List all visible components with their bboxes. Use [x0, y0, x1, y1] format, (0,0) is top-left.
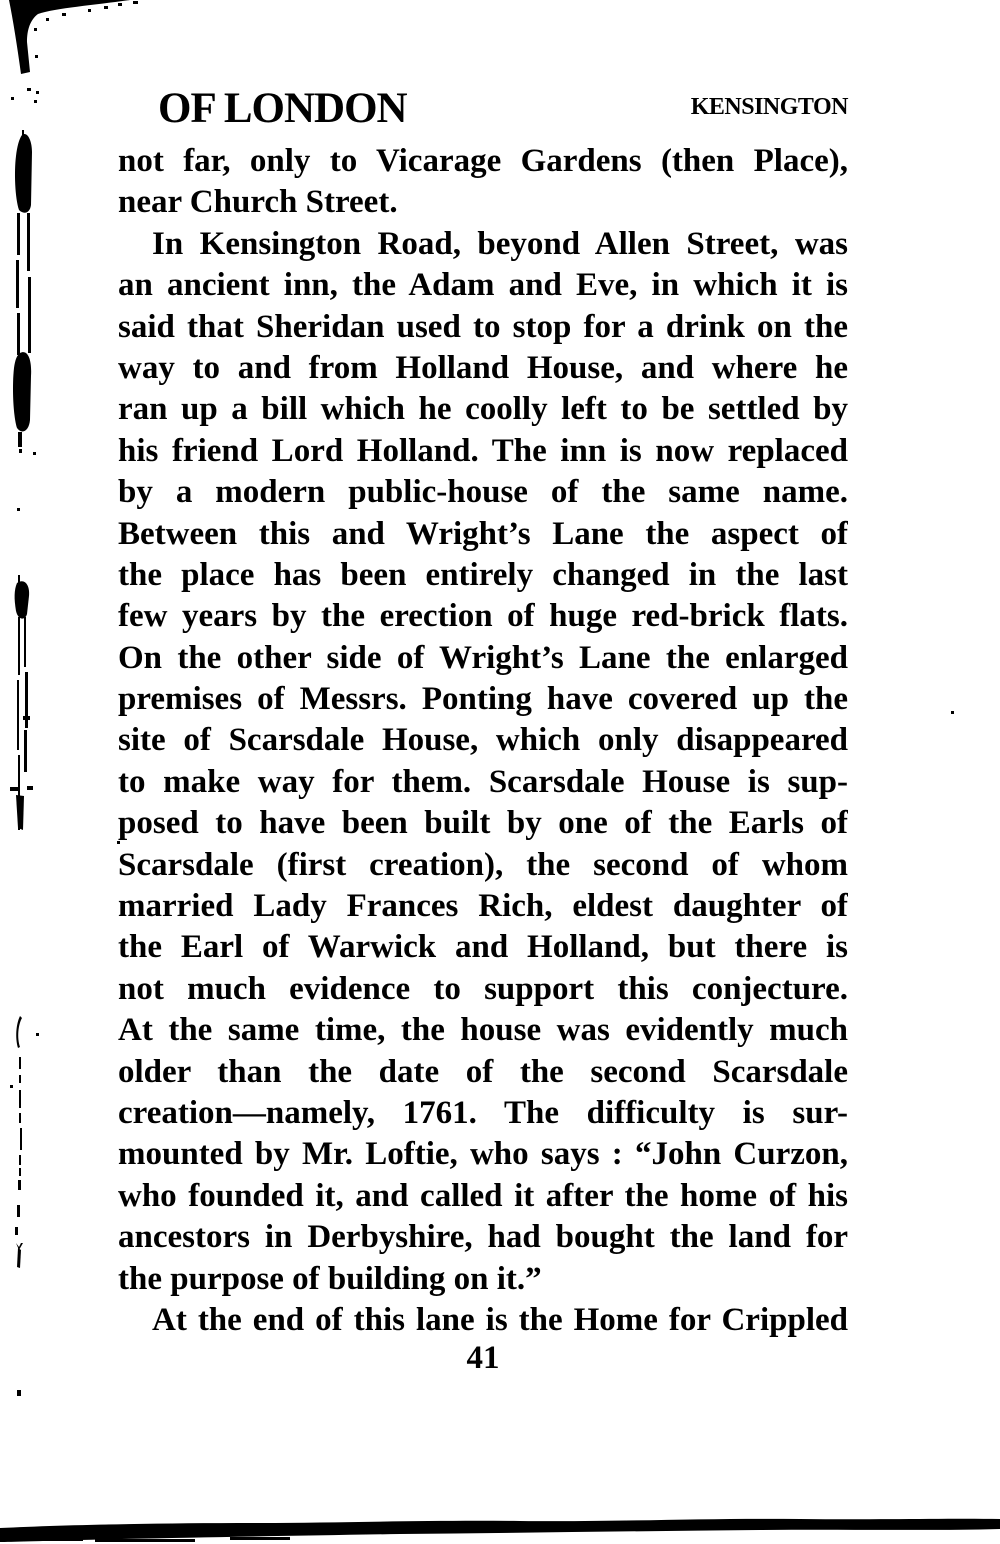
text-line: Between this and Wright’s Lane the aspect of	[118, 515, 848, 552]
body-text	[118, 141, 848, 1341]
text-line: posed to have been built by one of the Earls of	[118, 805, 848, 842]
text-line: said that Sheridan used to stop for a drink on the	[118, 308, 848, 345]
text-line: near Church Street.	[118, 184, 398, 221]
text-line: In Kensington Road, beyond Allen Street, was	[152, 225, 848, 262]
running-title-right: KENSINGTON	[690, 94, 848, 120]
text-line: married Lady Frances Rich, eldest daughter of	[118, 888, 848, 925]
text-line: ran up a bill which he coolly left to be settled by	[118, 391, 848, 428]
text-line: At the same time, the house was evidently much	[118, 1012, 848, 1049]
text-line: premises of Messrs. Ponting have covered up the	[118, 681, 848, 718]
text-line: At the end of this lane is the Home for Crippled	[152, 1301, 848, 1338]
text-line: way to and from Holland House, and where he	[118, 349, 848, 386]
text-line: who founded it, and called it after the home of his	[118, 1177, 848, 1214]
text-line: few years by the erection of huge red-brick flats.	[118, 598, 848, 635]
text-line: the Earl of Warwick and Holland, but there is	[118, 929, 848, 966]
binding-marks-lower-artifact	[10, 1016, 39, 1396]
bottom-scan-bar-artifact	[0, 1519, 1000, 1542]
text-line: an ancient inn, the Adam and Eve, in which it is	[118, 267, 848, 304]
text-line: older than the date of the second Scarsdale	[118, 1053, 848, 1090]
text-line: site of Scarsdale House, which only disappeared	[118, 722, 848, 759]
text-line: by a modern public-house of the same name.	[118, 474, 848, 511]
text-line: Scarsdale (first creation), the second of whom	[118, 846, 848, 883]
corner-smudge-artifact	[0, 0, 138, 103]
text-line: the purpose of building on it.”	[118, 1260, 542, 1297]
text-line: creation—namely, 1761. The difficulty is sur-	[118, 1094, 848, 1131]
text-line: the place has been entirely changed in the last	[118, 556, 848, 593]
text-line: to make way for them. Scarsdale House is sup-	[118, 763, 848, 800]
text-line: not much evidence to support this conjecture.	[118, 970, 848, 1007]
text-line: On the other side of Wright’s Lane the enlarged	[118, 639, 848, 676]
text-line: ancestors in Derbyshire, had bought the land for	[118, 1219, 848, 1256]
page-number: 41	[466, 1340, 500, 1376]
text-line: not far, only to Vicarage Gardens (then Place),	[118, 143, 848, 179]
binding-streak-upper-artifact	[13, 130, 36, 511]
running-title-left: OF LONDON	[158, 85, 407, 132]
text-line: his friend Lord Holland. The inn is now replaced	[118, 432, 848, 469]
text-line: mounted by Mr. Loftie, who says : “John Curzon,	[118, 1136, 848, 1173]
